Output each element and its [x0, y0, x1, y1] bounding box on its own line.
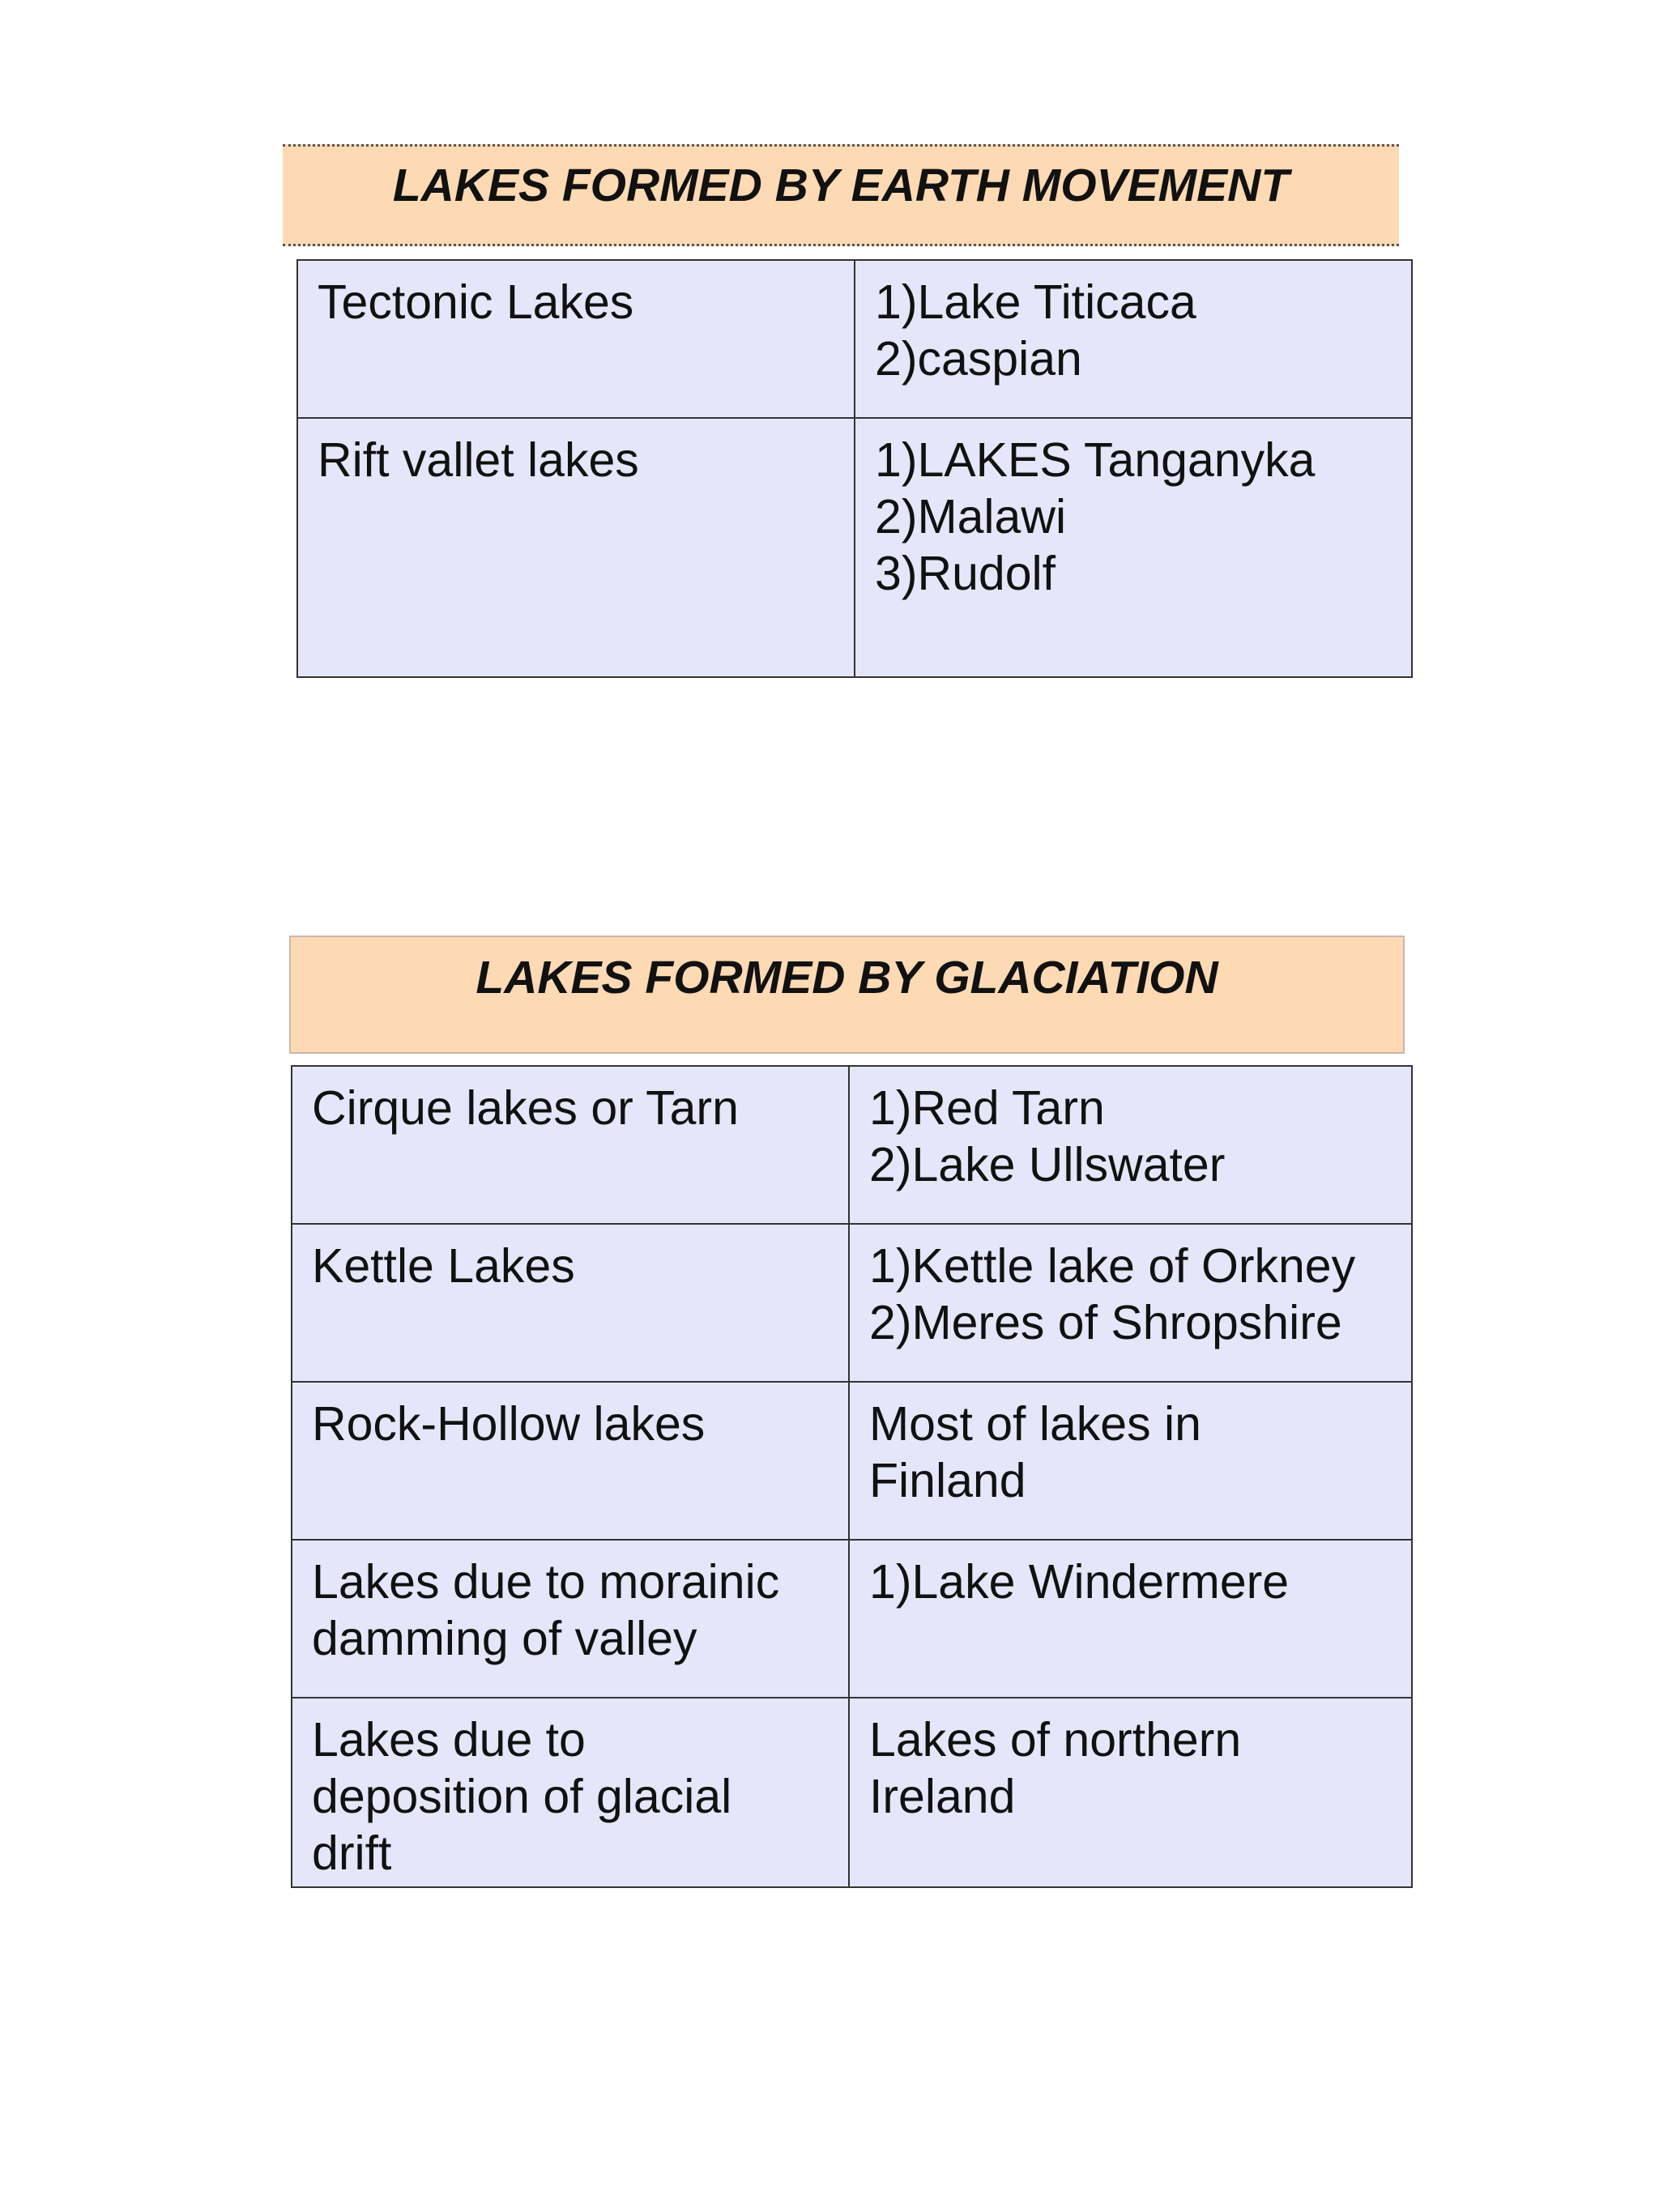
lake-example: 3)Rudolf	[875, 547, 1056, 600]
lake-type-cell	[297, 260, 855, 418]
table-row	[292, 1066, 1412, 1224]
lake-example: Lakes of northern	[869, 1713, 1242, 1767]
lake-examples-cell	[849, 1540, 1412, 1698]
lake-examples-cell	[849, 1698, 1412, 1887]
lake-type-label: Kettle Lakes	[312, 1239, 575, 1293]
lake-examples-cell	[849, 1382, 1412, 1540]
lake-example: Ireland	[869, 1770, 1016, 1823]
lake-type-label: Lakes due to morainic	[312, 1555, 780, 1609]
lake-type-label: drift	[312, 1826, 392, 1880]
lake-example: 1)Lake Titicaca	[875, 275, 1196, 329]
table-row	[297, 260, 1412, 418]
lake-type-cell	[292, 1540, 849, 1698]
lake-type-cell	[297, 418, 855, 677]
lake-type-label: deposition of glacial	[312, 1770, 732, 1823]
section-title-earth-movement: LAKES FORMED BY EARTH MOVEMENT	[283, 144, 1399, 246]
lake-type-label: Rift vallet lakes	[318, 433, 639, 487]
lake-example: 2)Malawi	[875, 490, 1067, 543]
earth-movement-table	[296, 259, 1413, 678]
lake-examples-cell	[849, 1224, 1412, 1382]
table-row	[292, 1698, 1412, 1887]
section-title-glaciation: LAKES FORMED BY GLACIATION	[289, 936, 1405, 1054]
table-row	[297, 418, 1412, 677]
lake-type-label: Lakes due to	[312, 1713, 586, 1767]
lake-example: Most of lakes in	[869, 1397, 1201, 1451]
lake-example: 1)Red Tarn	[869, 1081, 1105, 1135]
lake-type-cell	[292, 1224, 849, 1382]
lake-example: 1)Lake Windermere	[869, 1555, 1290, 1609]
lake-examples-cell	[855, 260, 1412, 418]
lake-example: 2)Meres of Shropshire	[869, 1296, 1342, 1349]
lake-examples-cell	[855, 418, 1412, 677]
lake-type-label: Cirque lakes or Tarn	[312, 1081, 739, 1135]
lake-example: Finland	[869, 1454, 1026, 1507]
lake-example: 1)Kettle lake of Orkney	[869, 1239, 1356, 1293]
table-row	[292, 1382, 1412, 1540]
lake-example: 1)LAKES Tanganyka	[875, 433, 1316, 487]
glaciation-table	[291, 1065, 1413, 1888]
lake-type-label: Rock-Hollow lakes	[312, 1397, 706, 1451]
lake-type-label: damming of valley	[312, 1612, 697, 1665]
lake-type-cell	[292, 1698, 849, 1887]
lake-examples-cell	[849, 1066, 1412, 1224]
table-row	[292, 1540, 1412, 1698]
table-row	[292, 1224, 1412, 1382]
lake-type-label: Tectonic Lakes	[318, 275, 634, 329]
lake-type-cell	[292, 1382, 849, 1540]
lake-type-cell	[292, 1066, 849, 1224]
lake-example: 2)caspian	[875, 332, 1082, 386]
lake-example: 2)Lake Ullswater	[869, 1138, 1226, 1191]
